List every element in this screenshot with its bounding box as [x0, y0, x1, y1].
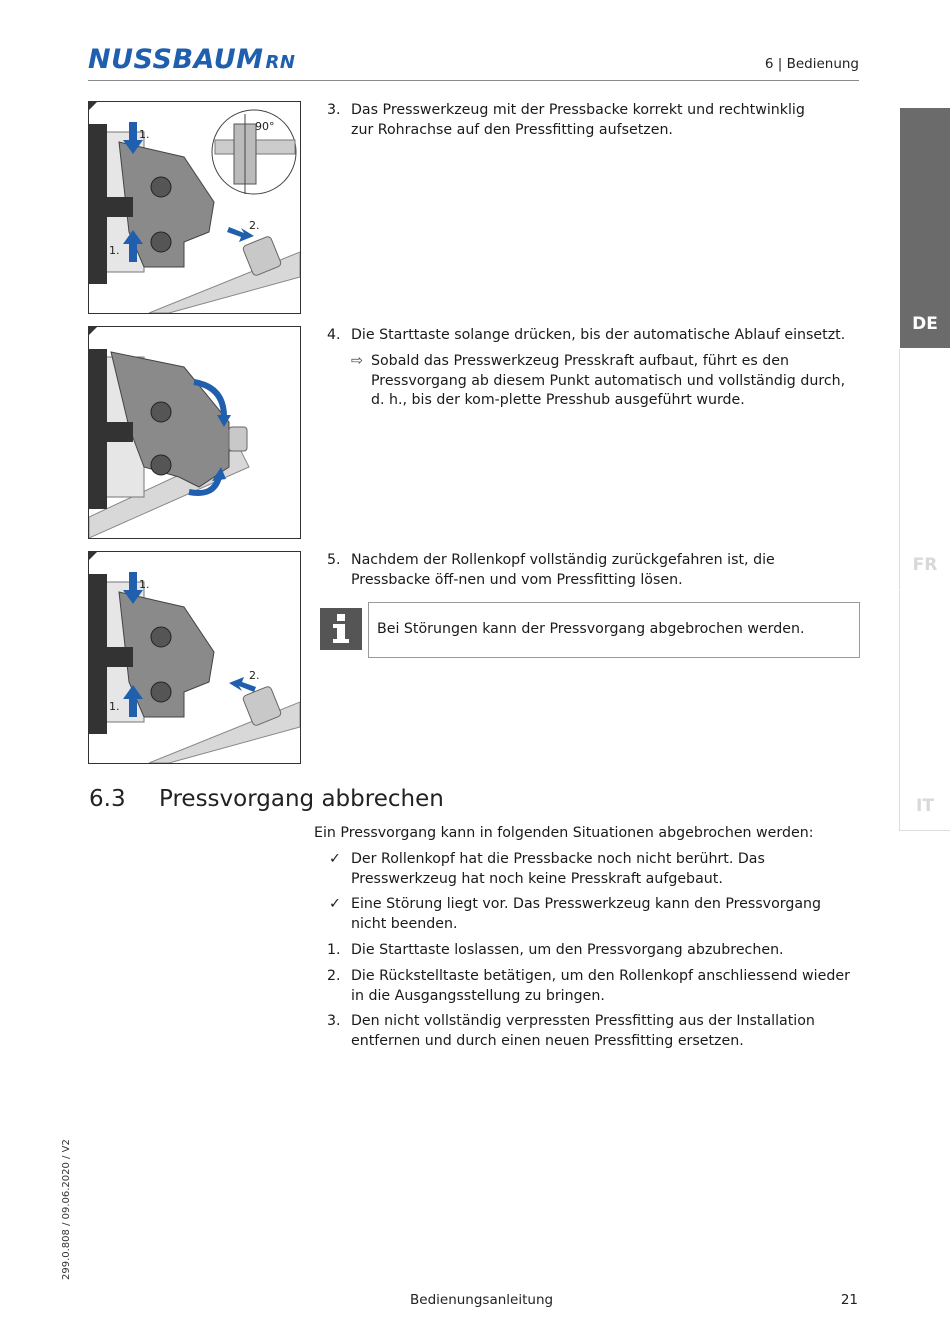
fig1-label-2: 2.	[249, 219, 260, 232]
step-5-text: Nachdem der Rollenkopf vollständig zurückgefahren ist, die Pressbacke öff-nen und vom Pressfitting lösen.	[351, 552, 775, 588]
abort-step-2-number: 2.	[327, 968, 341, 984]
document-code: 299.0.808 / 09.06.2020 / V2	[61, 1139, 72, 1280]
abort-step-3-text: Den nicht vollständig verpressten Pressfitting aus der Installation entfernen und durch einen neuen Pressfitting ersetzen.	[351, 1013, 815, 1049]
info-icon	[320, 608, 362, 650]
tab-fr[interactable]: FR	[899, 349, 950, 589]
figure-press-start	[88, 326, 301, 539]
fig1-label-1-bottom: 1.	[109, 244, 120, 257]
abort-step-1-text: Die Starttaste loslassen, um den Pressvorgang abzubrechen.	[351, 942, 784, 958]
tab-it[interactable]: IT	[899, 590, 950, 831]
step-4-text: Die Starttaste solange drücken, bis der automatische Ablauf einsetzt.	[351, 327, 846, 343]
fig3-label-1-bottom: 1.	[109, 700, 120, 713]
fig3-label-1-top: 1.	[139, 578, 150, 591]
fig3-label-2: 2.	[249, 669, 260, 682]
fig1-label-1-top: 1.	[139, 128, 150, 141]
info-box	[368, 602, 860, 658]
step-3-number: 3.	[327, 102, 341, 118]
section-number: 6.3	[89, 786, 126, 812]
header-section: 6 | Bedienung	[764, 56, 859, 72]
step-5-number: 5.	[327, 552, 341, 568]
section-title: Pressvorgang abbrechen	[159, 786, 444, 812]
footer-title: Bedienungsanleitung	[410, 1292, 554, 1308]
check-icon: ✓	[329, 851, 341, 867]
section-intro: Ein Pressvorgang kann in folgenden Situationen abgebrochen werden:	[314, 825, 814, 841]
figure-jaw-release	[88, 551, 301, 764]
step-4-result: Sobald das Presswerkzeug Presskraft aufbaut, führt es den Pressvorgang ab diesem Punkt automatisch und vollständig durch, d. h., bis der kom-plette Presshub ausgeführt wurde.	[371, 353, 846, 408]
fig1-label-angle: 90°	[255, 120, 275, 133]
header-divider	[88, 80, 859, 81]
info-text: Bei Störungen kann der Pressvorgang abgebrochen werden.	[377, 621, 805, 637]
abort-step-2-text: Die Rückstelltaste betätigen, um den Rollenkopf anschliessend wieder in die Ausgangsstellung zu bringen.	[351, 968, 850, 1004]
brand-logo: NUSSBAUM RN	[88, 44, 296, 75]
condition-2: Eine Störung liegt vor. Das Presswerkzeug kann den Pressvorgang nicht beenden.	[351, 896, 822, 932]
condition-1: Der Rollenkopf hat die Pressbacke noch nicht berührt. Das Presswerkzeug hat noch keine Presskraft aufgebaut.	[351, 851, 765, 887]
step-4-number: 4.	[327, 327, 341, 343]
tab-de[interactable]: DE	[900, 108, 950, 348]
page-number: 21	[840, 1292, 858, 1308]
figure-tool-placement	[88, 101, 301, 314]
step-3-text: Das Presswerkzeug mit der Pressbacke korrekt und rechtwinklig zur Rohrachse auf den Pressfitting aufsetzen.	[351, 102, 805, 138]
abort-step-3-number: 3.	[327, 1013, 341, 1029]
check-icon: ✓	[329, 896, 341, 912]
result-arrow-icon: ⇨	[351, 353, 363, 369]
abort-step-1-number: 1.	[327, 942, 341, 958]
